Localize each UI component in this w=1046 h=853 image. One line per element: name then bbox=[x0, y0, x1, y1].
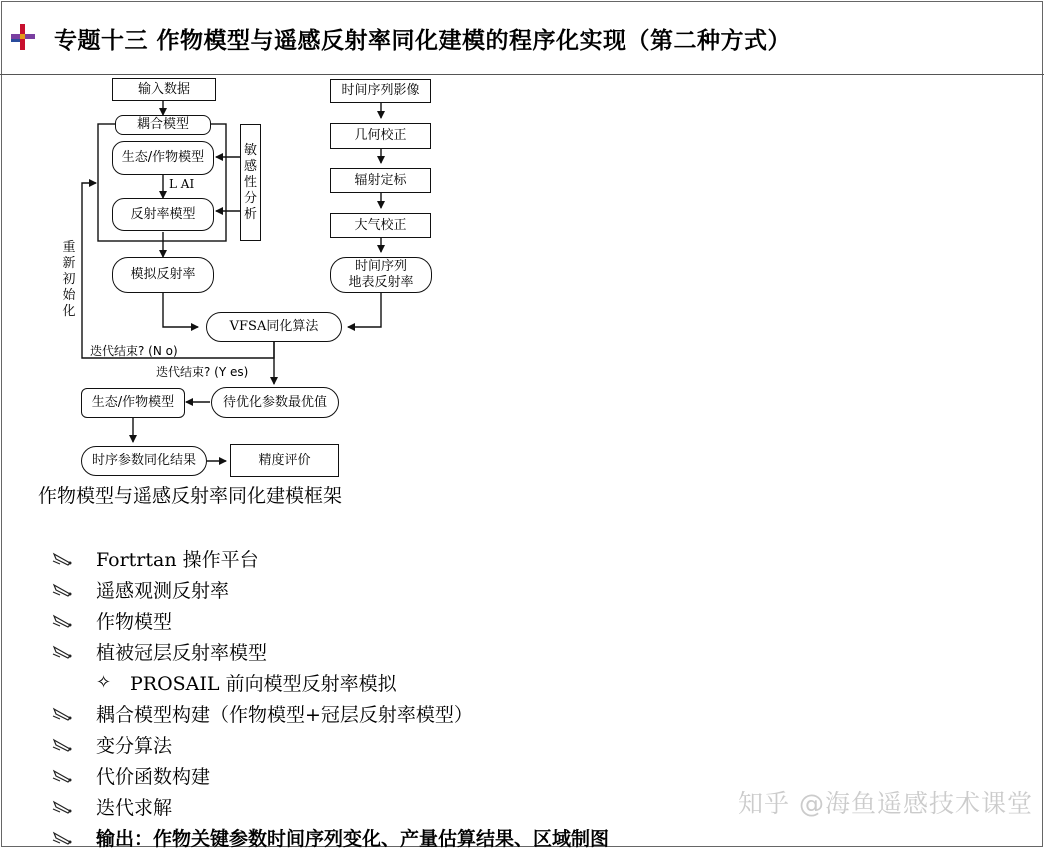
list-item bbox=[52, 760, 609, 791]
diagram-caption: 作物模型与遥感反射率同化建模框架 bbox=[38, 485, 343, 507]
diamond-star-icon: ✧ bbox=[96, 672, 112, 693]
bullet-list bbox=[52, 543, 609, 853]
list-item bbox=[52, 574, 609, 605]
page-title: 专题十三 作物模型与遥感反射率同化建模的程序化实现（第二种方式） bbox=[54, 28, 792, 54]
pencil-hand-icon bbox=[52, 735, 96, 755]
accuracy-eval-box: 精度评价 bbox=[230, 444, 339, 477]
bullet-text: 作物模型 bbox=[96, 611, 173, 633]
ts-surface-reflectance-box bbox=[330, 257, 432, 293]
list-subitem bbox=[52, 667, 609, 698]
pencil-hand-icon bbox=[52, 642, 96, 662]
ts-surface-reflectance-line2: 地表反射率 bbox=[348, 275, 414, 290]
input-data-box: 输入数据 bbox=[112, 78, 216, 101]
list-item bbox=[52, 605, 609, 636]
vfsa-algorithm-box: VFSA同化算法 bbox=[206, 312, 342, 342]
eco-crop-model-box: 生态/作物模型 bbox=[112, 141, 214, 175]
lai-label: L AI bbox=[169, 177, 195, 191]
list-item bbox=[52, 729, 609, 760]
bullet-text: 代价函数构建 bbox=[96, 766, 211, 788]
pencil-hand-icon bbox=[52, 580, 96, 600]
reflectance-model-box: 反射率模型 bbox=[112, 198, 214, 231]
pencil-hand-icon bbox=[52, 828, 96, 848]
coupled-model-label: 耦合模型 bbox=[115, 115, 211, 135]
radiometric-calibration-box: 辐射定标 bbox=[330, 168, 431, 193]
ts-surface-reflectance-line1: 时间序列 bbox=[354, 259, 407, 274]
eco-crop-model-out-box: 生态/作物模型 bbox=[81, 388, 185, 418]
bullet-text: 变分算法 bbox=[96, 735, 173, 757]
list-item bbox=[52, 698, 609, 729]
pencil-hand-icon bbox=[52, 549, 96, 569]
sensitivity-analysis-text: 敏感性分析 bbox=[243, 142, 257, 222]
bullet-text: PROSAIL 前向模型反射率模拟 bbox=[130, 673, 397, 695]
bullet-text: 迭代求解 bbox=[96, 797, 173, 819]
bullet-text: 耦合模型构建（作物模型+冠层反射率模型） bbox=[96, 704, 473, 726]
line-sim-to-vfsa bbox=[163, 293, 198, 327]
line-tsr-to-vfsa bbox=[348, 293, 381, 327]
watermark: 知乎 @海鱼遥感技术课堂 bbox=[738, 789, 1033, 818]
list-item bbox=[52, 822, 609, 853]
iteration-no-label: 迭代结束? (N o) bbox=[90, 344, 178, 358]
bullet-text: 遥感观测反射率 bbox=[96, 580, 230, 602]
iteration-yes-label: 迭代结束? (Y es) bbox=[156, 365, 249, 379]
time-series-images-box: 时间序列影像 bbox=[330, 79, 431, 103]
atmospheric-correction-box: 大气校正 bbox=[330, 213, 431, 238]
bullet-text: 输出：作物关键参数时间序列变化、产量估算结果、区域制图 bbox=[96, 828, 610, 850]
geometric-correction-box: 几何校正 bbox=[330, 123, 431, 149]
list-item bbox=[52, 636, 609, 667]
sensitivity-analysis-box bbox=[240, 124, 261, 241]
pencil-hand-icon bbox=[52, 704, 96, 724]
pencil-hand-icon bbox=[52, 797, 96, 817]
pencil-hand-icon bbox=[52, 611, 96, 631]
list-item bbox=[52, 791, 609, 822]
bullet-text: Fortrtan 操作平台 bbox=[96, 549, 259, 571]
simulated-reflectance-box: 模拟反射率 bbox=[112, 257, 214, 293]
list-item bbox=[52, 543, 609, 574]
bullet-text: 植被冠层反射率模型 bbox=[96, 642, 268, 664]
ts-params-result-box: 时序参数同化结果 bbox=[81, 446, 207, 476]
reinitialize-label: 重新初始化 bbox=[62, 240, 76, 319]
optimal-params-box: 待优化参数最优值 bbox=[211, 387, 339, 418]
pencil-hand-icon bbox=[52, 766, 96, 786]
